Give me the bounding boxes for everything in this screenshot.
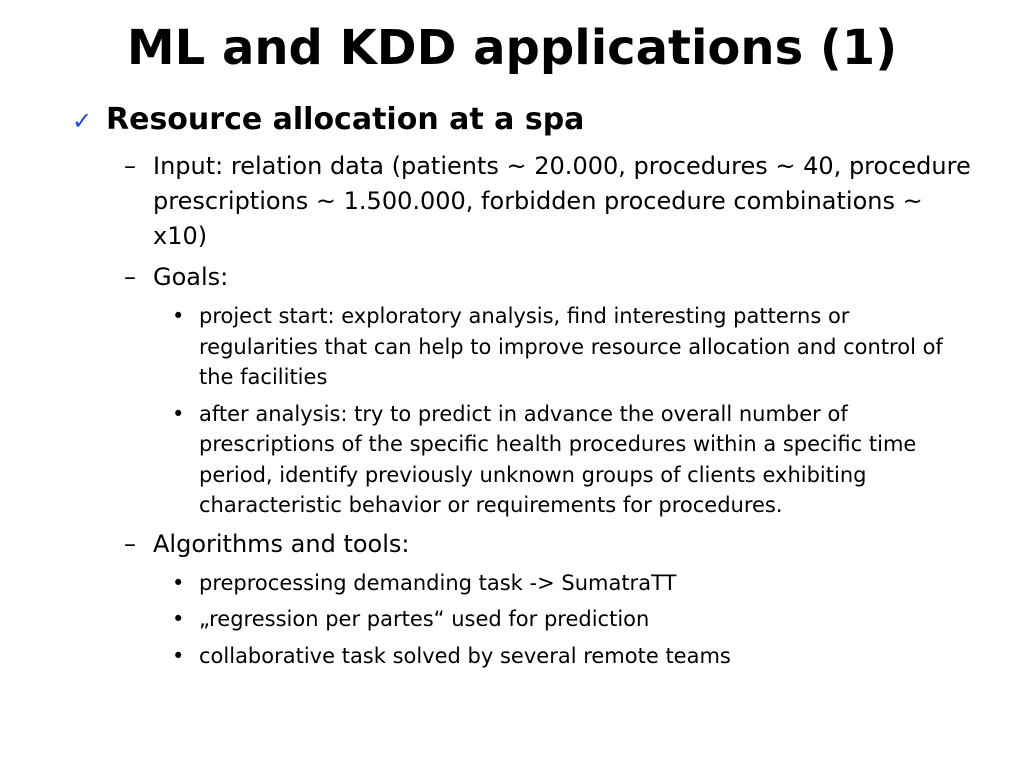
list-item-text: Input: relation data (patients ~ 20.000, procedures ~ 40, procedure prescriptions ~ 1.500.000, forbidden procedure combinations ~ x10)	[153, 152, 971, 250]
sublist-item	[172, 604, 944, 635]
main-point-text: Resource allocation at a spa	[106, 102, 585, 137]
bullet-icon: •	[172, 607, 185, 631]
slide-title: ML and KDD applications (1)	[126, 20, 898, 76]
sublist-item	[172, 399, 944, 521]
sublist-item-text: „regression per partes“ used for prediction	[199, 607, 650, 631]
sublist-item	[172, 568, 944, 599]
sublist-item-text: after analysis: try to predict in advance the overall number of prescriptions of the specific health procedures within a specific time period, identify previously unknown groups of clients exhibiting characteristic behavior or requirements for procedures.	[199, 401, 917, 517]
sublist-item	[172, 641, 944, 672]
bullet-icon: •	[172, 304, 185, 328]
bullet-icon: •	[172, 570, 185, 595]
list-item-algorithms	[124, 527, 974, 562]
goals-sublist	[172, 301, 974, 521]
sublist-item	[172, 301, 944, 393]
bullet-icon: •	[172, 401, 185, 426]
list-item-input	[124, 149, 974, 254]
sublist-item-text: project start: exploratory analysis, find interesting patterns or regularities that can help to improve resource allocation and control of the facilities	[199, 304, 943, 389]
dash-icon: –	[124, 529, 136, 558]
list-item-text: Algorithms and tools:	[153, 529, 410, 558]
sublist-item-text: collaborative task solved by several remote teams	[199, 643, 731, 668]
main-point	[72, 101, 972, 139]
list-item-text: Goals:	[153, 263, 229, 291]
sub-list	[124, 149, 974, 677]
dash-icon: –	[124, 263, 136, 291]
bullet-icon: •	[172, 643, 185, 668]
sublist-item-text: preprocessing demanding task -> SumatraTT	[199, 570, 677, 595]
checkmark-icon: ✓	[72, 107, 93, 135]
algorithms-sublist	[172, 568, 974, 672]
list-item-goals	[124, 260, 974, 295]
dash-icon: –	[124, 152, 136, 180]
